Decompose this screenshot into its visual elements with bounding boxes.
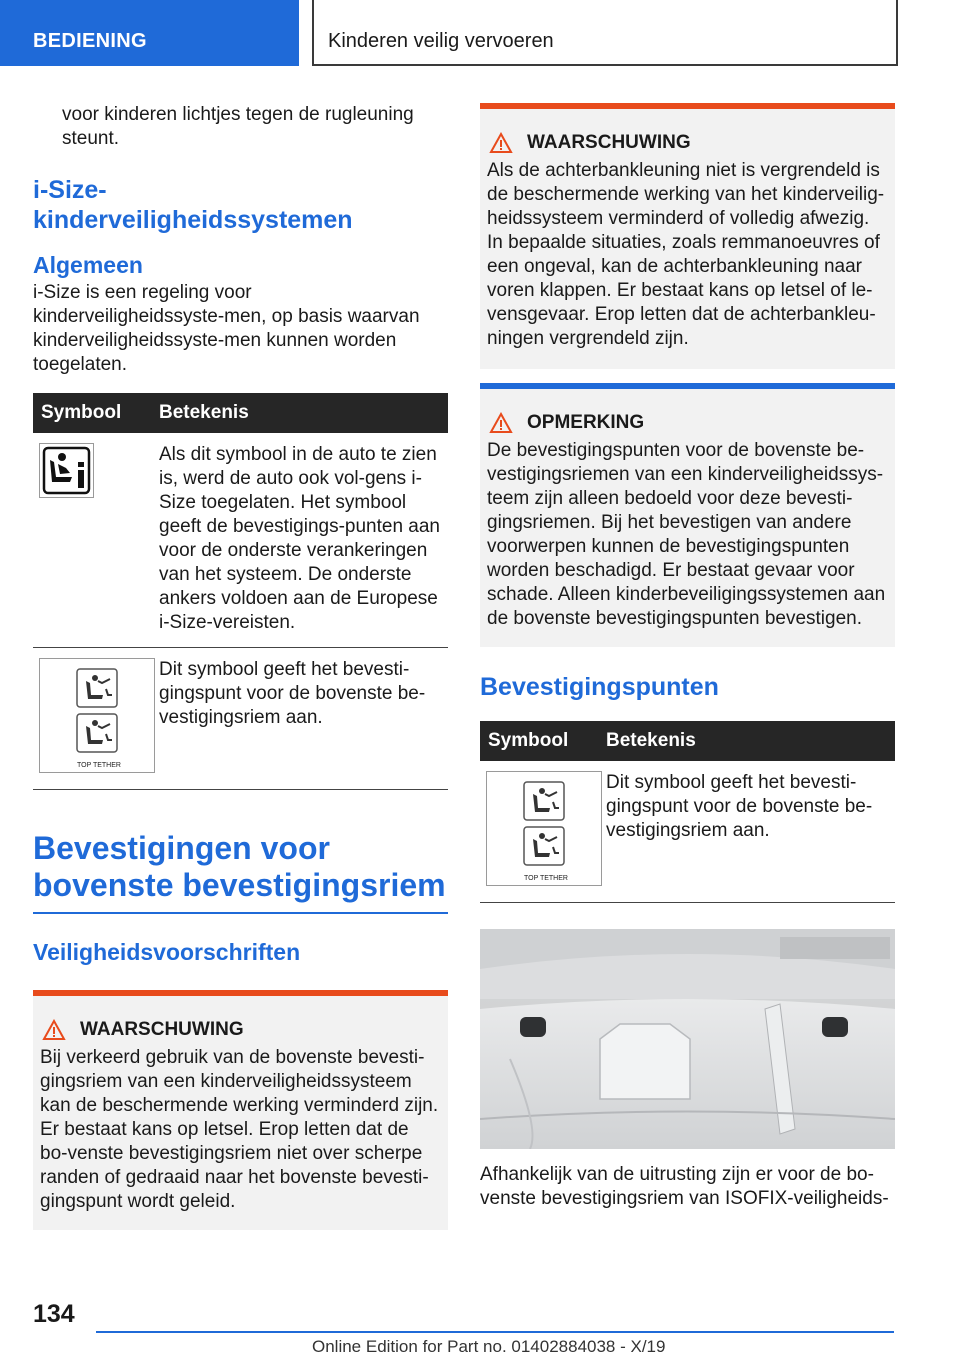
- safety-heading: Veiligheidsvoorschriften: [33, 939, 301, 965]
- general-heading: Algemeen: [33, 252, 143, 278]
- caution-triangle-icon: [489, 412, 513, 434]
- warning-triangle-icon: [489, 132, 513, 154]
- rear-seat-photo: [480, 929, 895, 1149]
- warning-text: Als de achterbankleuning niet is vergrendeld is de beschermende werking van het kinderveilig-heidssysteem verminderd of volledig afwezig. In bepaalde situaties, zoals remmanoeuvres of een ongeval, kan de achterbankleuning naar voren klappen. Er bestaat kans op letsel of le-vensgevaar. Erop letten dat de achterbankleu-ningen vergrendeld zijn.: [487, 160, 885, 349]
- isize-symbol-icon: [39, 443, 94, 498]
- col-symbol: Symbool: [33, 393, 159, 433]
- right-column: [480, 103, 895, 1211]
- page-number: 134: [33, 1300, 75, 1328]
- col-symbol: Symbool: [480, 721, 606, 761]
- points-symbol-table: [480, 721, 895, 903]
- row-meaning: Dit symbool geeft het bevesti-gingspunt voor de bovenste be-vestigingsriem aan.: [606, 761, 895, 903]
- warning-box-left: [33, 990, 448, 1230]
- top-tether-symbol-icon: [486, 771, 602, 886]
- section-label: BEDIENING: [33, 30, 147, 52]
- warning-title: WAARSCHUWING: [527, 132, 691, 153]
- col-meaning: Betekenis: [606, 721, 895, 761]
- page-header: [0, 0, 960, 66]
- warning-text: Bij verkeerd gebruik van de bovenste bevesti-gingsriem van een kinderveiligheidssysteem kan de beschermende werking verminderd zijn. Er bestaat kans op letsel. Erop letten dat de bo-venste bevestigingsriem niet over scherpe randen of gedraaid naar het bovenste bevesti-gingspunt wordt geleid.: [40, 1047, 439, 1212]
- isize-symbol-table: [33, 393, 448, 790]
- chapter-title: Kinderen veilig vervoeren: [328, 30, 554, 52]
- table-row: [33, 648, 448, 790]
- note-box: [480, 383, 895, 647]
- isize-heading: i-Size-kinderveiligheidssystemen: [33, 176, 353, 234]
- intro-text: voor kinderen lichtjes tegen de rugleuning steunt.: [62, 104, 414, 149]
- table-row: [33, 433, 448, 648]
- chapter-title-box: [312, 0, 898, 66]
- col-meaning: Betekenis: [159, 393, 448, 433]
- note-text: De bevestigingspunten voor de bovenste be-vestigingsriemen van een kinderveiligheidssys-teem zijn alleen bedoeld voor deze bevesti-gingsriemen. Bij het bevestigen van andere voorwerpen kunnen de bevestigingspunten worden beschadigd. Er bestaat gevaar voor schade. Alleen kinderbeveiligingssystemen aan de bovenste bevestigingspunten bevestigen.: [487, 440, 886, 629]
- warning-title: WAARSCHUWING: [80, 1019, 244, 1040]
- mount-heading: Bevestigingen voor bovenste bevestigingsriem: [33, 830, 448, 914]
- table-row: [480, 761, 895, 903]
- general-text: i-Size is een regeling voor kinderveiligheidssyste-men, op basis waarvan kinderveiligheidssyste-men kunnen worden toegelaten.: [33, 282, 420, 375]
- section-tab: [0, 0, 299, 66]
- footer-divider: [96, 1331, 894, 1333]
- edition-note: Online Edition for Part no. 01402884038 - X/19: [312, 1337, 666, 1356]
- note-title: OPMERKING: [527, 412, 645, 433]
- warning-triangle-icon: [42, 1019, 66, 1041]
- row-meaning: Als dit symbool in de auto te zien is, werd de auto ook vol-gens i-Size toegelaten. Het symbool geeft de bevestigings-punten aan voor de onderste verankeringen van het systeem. De onderste ankers voldoen aan de Europese i-Size-vereisten.: [159, 433, 448, 648]
- left-column: [33, 100, 448, 1230]
- photo-caption: Afhankelijk van de uitrusting zijn er voor de bo-venste bevestigingsriem van ISOFIX-veiligheids-: [480, 1164, 889, 1209]
- top-tether-label: TOP TETHER: [77, 762, 121, 769]
- row-meaning: Dit symbool geeft het bevesti-gingspunt voor de bovenste be-vestigingsriem aan.: [159, 648, 448, 790]
- top-tether-symbol-icon: [39, 658, 155, 773]
- warning-box-right: [480, 103, 895, 369]
- top-tether-label: TOP TETHER: [524, 875, 568, 882]
- points-heading: Bevestigingspunten: [480, 673, 719, 701]
